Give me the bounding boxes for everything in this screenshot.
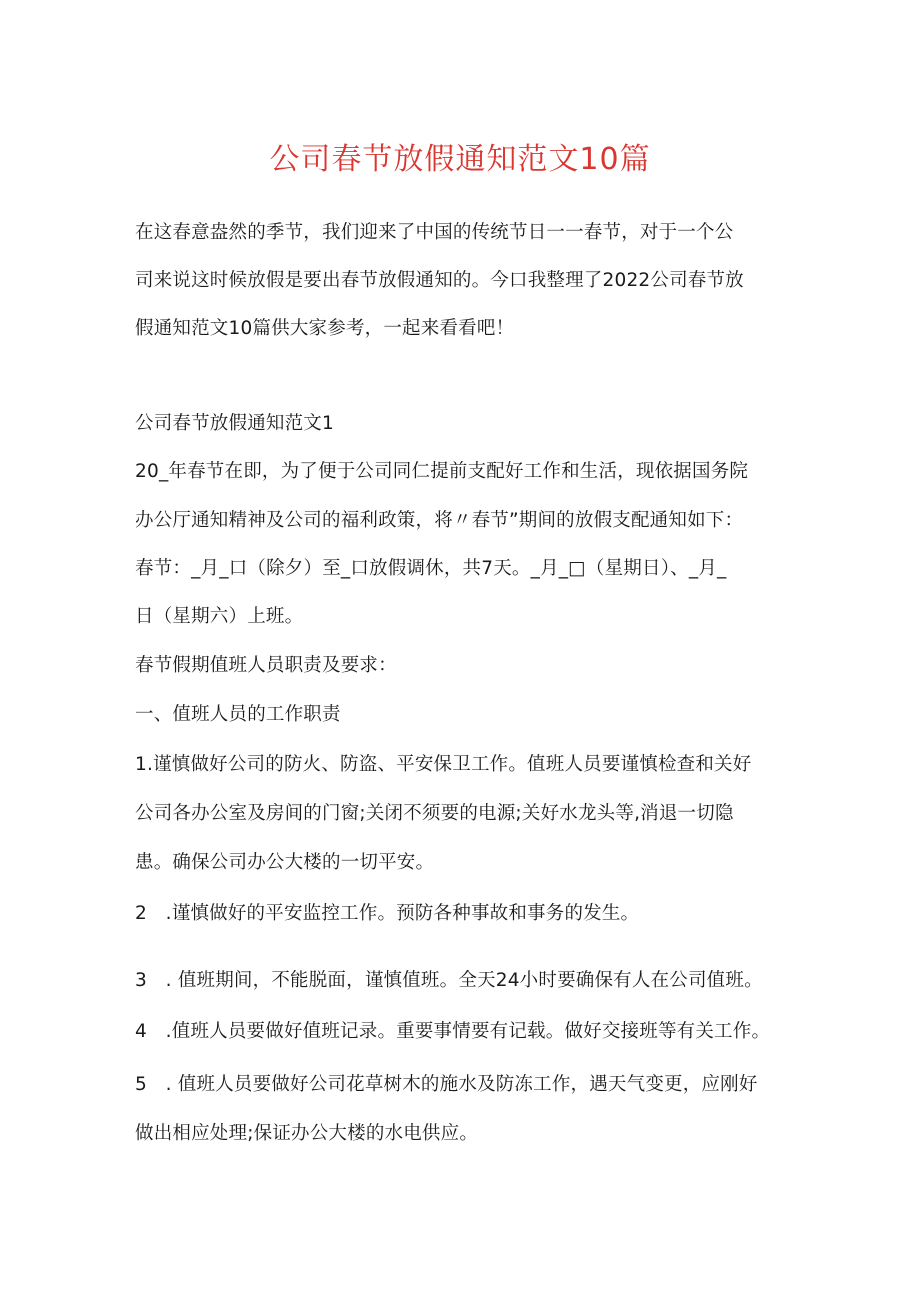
duty-item-4: 4 .值班人员要做好值班记录。重要事情要有记载。做好交接班等有关工作。 — [135, 1021, 771, 1042]
notice-line: 办公厅通知精神及公司的福利政策，将〃春节”期间的放假支配通知如下： — [135, 510, 744, 531]
notice-line: 春节：_月_口（除夕）至_口放假调休，共7天。_月_□（星期日）、_月_ — [135, 558, 727, 579]
notice-line: 日（星期六）上班。 — [135, 606, 304, 627]
intro-line: 司来说这时候放假是要出春节放假通知的。今口我整理了2022公司春节放 — [135, 270, 744, 291]
intro-line: 在这春意盎然的季节，我们迎来了中国的传统节日一一春节，对于一个公 — [135, 222, 734, 243]
duty-subheading: 一、值班人员的工作职责 — [135, 704, 341, 725]
duty-item-1-line: 公司各办公室及房间的门窗;关闭不须要的电源;关好水龙头等,消退一切隐 — [135, 803, 734, 824]
intro-line: 假通知范文10篇供大家参考，一起来看看吧！ — [135, 318, 515, 339]
document-title: 公司春节放假通知范文10篇 — [269, 142, 651, 177]
notice-line: 20_年春节在即，为了便于公司同仁提前支配好工作和生活，现依据国务院 — [135, 461, 749, 482]
duty-item-1-line: 患。确保公司办公大楼的一切平安。 — [135, 852, 435, 873]
duty-item-5-line: 做出相应处理;保证办公大楼的水电供应。 — [135, 1123, 479, 1144]
duty-item-2: 2 .谨慎做好的平安监控工作。预防各种事故和事务的发生。 — [135, 903, 640, 924]
section-heading: 公司春节放假通知范文1 — [135, 413, 334, 434]
duty-item-1-line: 1.谨慎做好公司的防火、防盗、平安保卫工作。值班人员要谨慎检查和关好 — [135, 754, 752, 775]
duty-item-5-line: 5 . 值班人员要做好公司花草树木的施水及防冻工作，遇天气变更，应刚好 — [135, 1074, 758, 1095]
duty-heading: 春节假期值班人员职责及要求： — [135, 655, 397, 676]
duty-item-3: 3 . 值班期间，不能脱面，谨慎值班。全天24小时要确保有人在公司值班。 — [135, 970, 763, 991]
